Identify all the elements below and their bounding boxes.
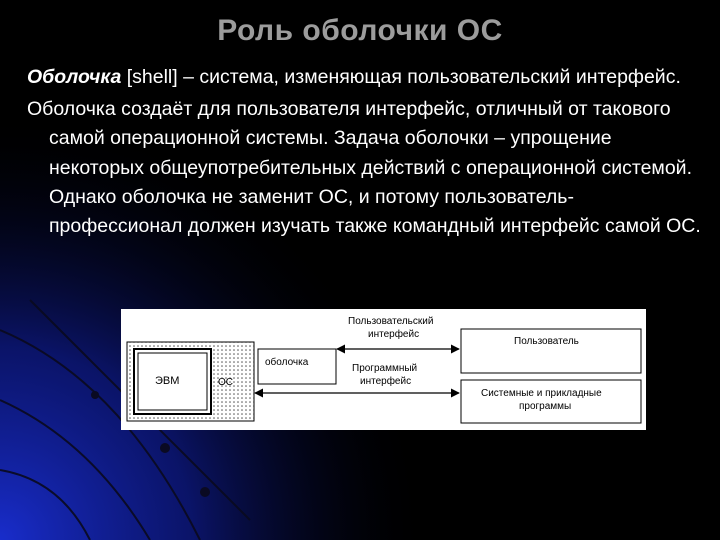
slide-body bbox=[27, 63, 707, 244]
programs-label-2: программы bbox=[519, 401, 572, 412]
os-label: ОС bbox=[218, 377, 233, 388]
user-interface-label-1: Пользовательский bbox=[348, 316, 434, 327]
program-interface-label-2: интерфейс bbox=[360, 376, 412, 387]
user-interface-label-2: интерфейс bbox=[368, 329, 420, 340]
shell-diagram bbox=[121, 309, 646, 430]
program-interface-label-1: Программный bbox=[352, 363, 418, 374]
definition-paragraph bbox=[27, 63, 707, 92]
shell-label: оболочка bbox=[265, 357, 309, 368]
term-shell: Оболочка bbox=[27, 66, 122, 88]
definition-text: [shell] – система, изменяющая пользовательский интерфейс. bbox=[121, 66, 681, 88]
programs-label-1: Системные и прикладные bbox=[481, 388, 602, 399]
user-label: Пользователь bbox=[514, 336, 579, 347]
evm-label: ЭВМ bbox=[155, 375, 180, 387]
explanation-paragraph: Оболочка создаёт для пользователя интерфейс, отличный от такового самой операционной системы. Задача оболочки – упрощение некоторых общеупотребительных действий с операционной системой. Однако оболочка не заменит ОС, и потому пользователь-профессионал должен изучать также командный интерфейс самой ОС. bbox=[27, 98, 701, 238]
slide-title: Роль оболочки ОС bbox=[217, 14, 503, 47]
